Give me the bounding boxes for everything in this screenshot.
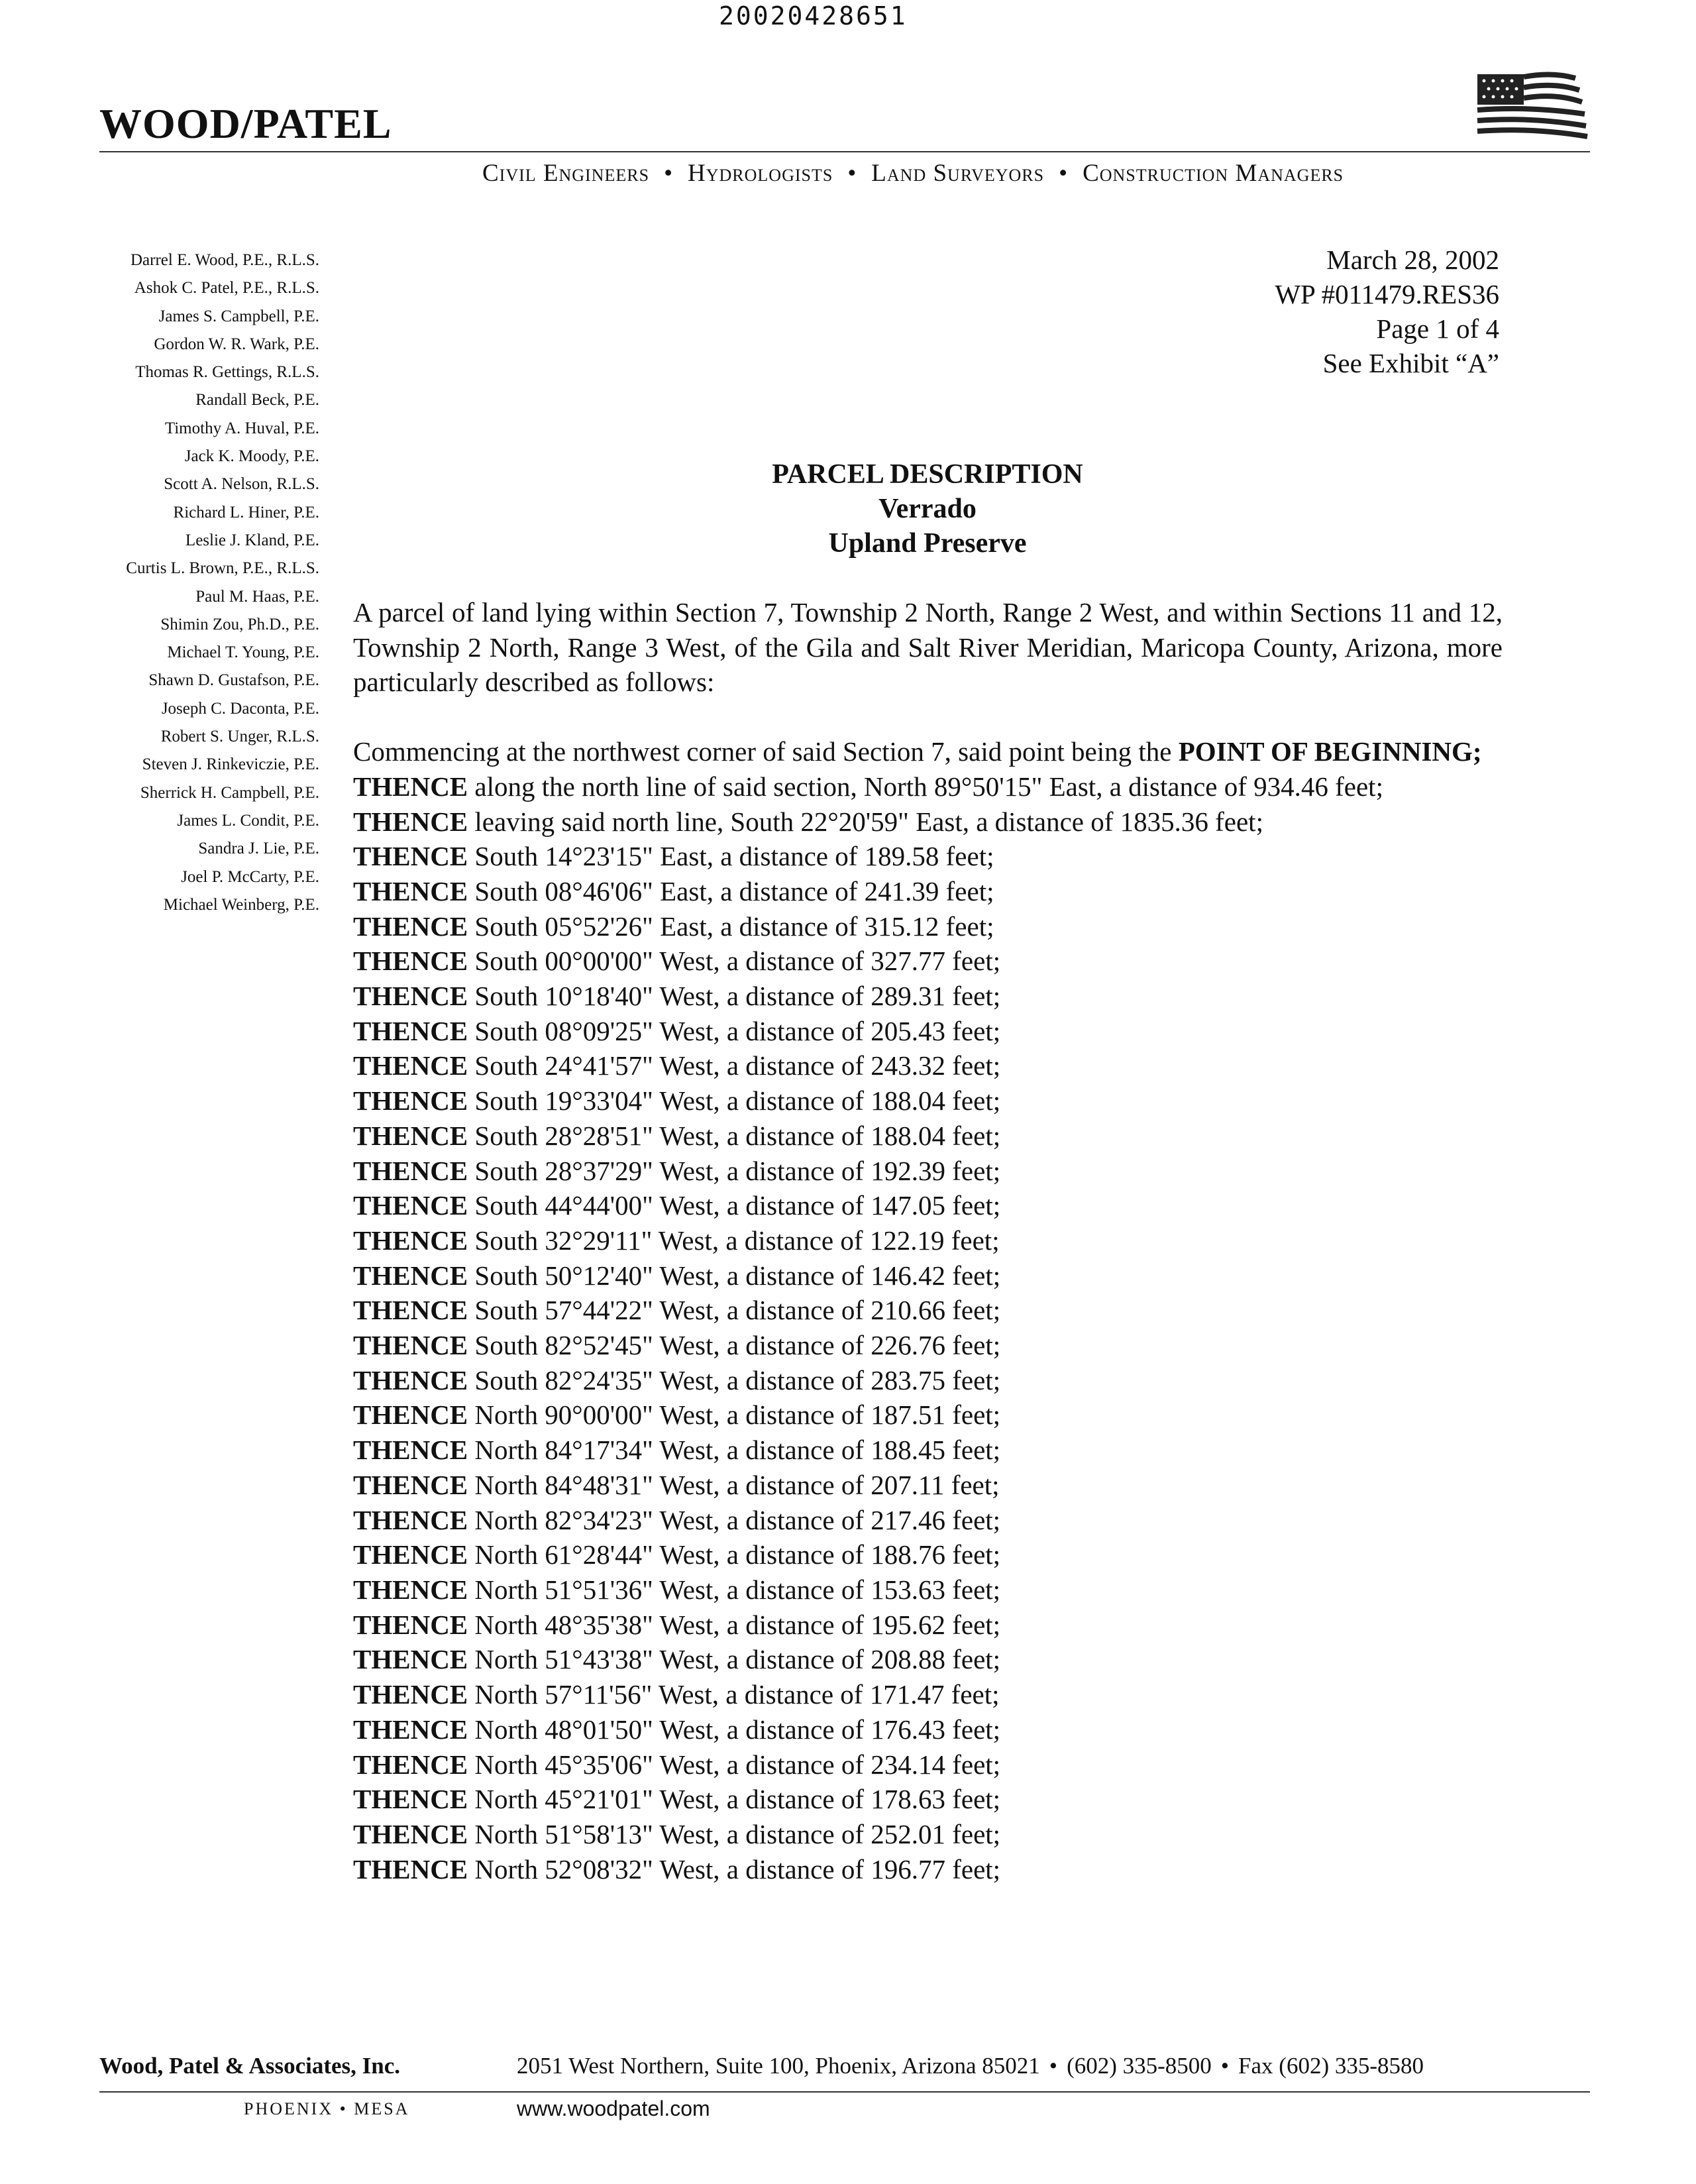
call-line: [353, 1677, 1503, 1712]
staff-member: Robert S. Unger, R.L.S.: [160, 728, 319, 746]
call-line: [353, 1119, 1503, 1154]
call-line: [353, 1328, 1503, 1363]
staff-member: Shimin Zou, Ph.D., P.E.: [160, 615, 319, 633]
staff-member: James S. Campbell, P.E.: [158, 307, 319, 325]
call-text: North 61°28'44" West, a distance of 188.76 feet;: [474, 1539, 1001, 1570]
thence-keyword: THENCE: [353, 1609, 468, 1640]
thence-keyword: THENCE: [353, 841, 468, 872]
call-line: [353, 1817, 1503, 1852]
call-text: South 28°37'29" West, a distance of 192.39 feet;: [474, 1155, 1001, 1186]
thence-keyword: THENCE: [353, 1784, 468, 1815]
call-text: South 28°28'51" West, a distance of 188.04 feet;: [474, 1120, 1001, 1151]
footer-rule: [99, 2091, 1590, 2093]
wp-number: WP #011479.RES36: [1275, 279, 1499, 309]
staff-member: Darrel E. Wood, P.E., R.L.S.: [130, 251, 319, 269]
staff-member: Leslie J. Kland, P.E.: [185, 531, 319, 549]
thence-keyword: THENCE: [353, 1679, 468, 1710]
call-line: [353, 1014, 1503, 1049]
call-text: North 51°58'13" West, a distance of 252.01 feet;: [474, 1818, 1001, 1849]
call-text: North 57°11'56" West, a distance of 171.47 feet;: [474, 1679, 1000, 1710]
point-of-beginning: POINT OF BEGINNING;: [1178, 736, 1482, 767]
call-text: North 45°35'06" West, a distance of 234.14 feet;: [474, 1749, 1001, 1780]
staff-member: Scott A. Nelson, R.L.S.: [164, 475, 319, 494]
staff-member: Steven J. Rinkeviczie, P.E.: [142, 755, 319, 774]
commencing-text: Commencing at the northwest corner of said Section 7, said point being the: [353, 736, 1179, 767]
staff-member: Joel P. McCarty, P.E.: [181, 867, 319, 886]
call-line: [353, 769, 1503, 804]
thence-keyword: THENCE: [353, 875, 468, 906]
call-text: South 14°23'15" East, a distance of 189.58 feet;: [474, 841, 994, 872]
call-line: [353, 909, 1503, 944]
thence-keyword: THENCE: [353, 1818, 468, 1849]
call-line: [353, 1083, 1503, 1119]
thence-keyword: THENCE: [353, 1260, 468, 1291]
call-text: South 00°00'00" West, a distance of 327.77 feet;: [474, 946, 1001, 977]
call-line: [353, 874, 1503, 909]
thence-keyword: THENCE: [353, 1364, 468, 1395]
call-text: North 48°01'50" West, a distance of 176.43 feet;: [474, 1714, 1001, 1745]
call-text: North 82°34'23" West, a distance of 217.46 feet;: [474, 1504, 1001, 1535]
staff-member: Gordon W. R. Wark, P.E.: [154, 335, 319, 353]
staff-member: Curtis L. Brown, P.E., R.L.S.: [126, 559, 319, 578]
call-line: [353, 1188, 1503, 1223]
header-rule: [99, 151, 1590, 152]
call-line: [353, 1782, 1503, 1817]
call-text: North 84°17'34" West, a distance of 188.45 feet;: [474, 1435, 1001, 1466]
call-text: North 45°21'01" West, a distance of 178.63 feet;: [474, 1784, 1001, 1815]
call-text: leaving said north line, South 22°20'59" East, a distance of 1835.36 feet;: [474, 806, 1263, 837]
commencing-paragraph: [353, 734, 1503, 769]
thence-keyword: THENCE: [353, 1469, 468, 1500]
thence-keyword: THENCE: [353, 1085, 468, 1117]
staff-member: Ashok C. Patel, P.E., R.L.S.: [134, 279, 319, 298]
staff-member: Sherrick H. Campbell, P.E.: [140, 783, 319, 802]
call-text: South 08°46'06" East, a distance of 241.39 feet;: [474, 875, 994, 906]
call-text: South 82°24'35" West, a distance of 283.75 feet;: [474, 1364, 1001, 1395]
tagline-item: Civil Engineers: [482, 160, 650, 187]
staff-member: Paul M. Haas, P.E.: [195, 587, 319, 606]
thence-keyword: THENCE: [353, 1399, 468, 1431]
subtitle-line: Verrado: [878, 494, 977, 524]
call-list: [353, 804, 1503, 1887]
tagline-item: Construction Managers: [1083, 160, 1344, 187]
thence-keyword: THENCE: [353, 946, 468, 977]
call-text: North 90°00'00" West, a distance of 187.51 feet;: [474, 1399, 1001, 1431]
title-line: PARCEL DESCRIPTION: [772, 459, 1083, 490]
call-line: [353, 1537, 1503, 1572]
staff-member: Michael T. Young, P.E.: [167, 643, 319, 662]
thence-keyword: THENCE: [353, 1050, 468, 1081]
footer-website[interactable]: www.woodpatel.com: [517, 2097, 710, 2120]
call-line: [353, 1712, 1503, 1747]
call-line: [353, 1154, 1503, 1189]
thence-keyword: THENCE: [353, 981, 468, 1012]
call-line: [353, 979, 1503, 1014]
thence-keyword: THENCE: [353, 1155, 468, 1186]
call-line: [353, 1397, 1503, 1433]
thence-keyword: THENCE: [353, 1714, 468, 1745]
intro-paragraph: A parcel of land lying within Section 7, Township 2 North, Range 2 West, and within Sections 11 and 12, Township 2 North, Range 3 West, of the Gila and Salt River Meridian, Maricopa County, Arizona, more particularly described as follows:: [353, 597, 1503, 698]
staff-member: Thomas R. Gettings, R.L.S.: [135, 363, 319, 382]
thence-keyword: THENCE: [353, 1015, 468, 1046]
call-text: South 82°52'45" West, a distance of 226.76 feet;: [474, 1330, 1001, 1361]
call-line: [353, 1572, 1503, 1608]
call-text: North 52°08'32" West, a distance of 196.77 feet;: [474, 1853, 1001, 1884]
call-line: [353, 1468, 1503, 1503]
call-text: North 84°48'31" West, a distance of 207.11 feet;: [474, 1469, 1000, 1500]
page-number: Page 1 of 4: [1376, 313, 1499, 344]
document-number: 20020428651: [719, 1, 908, 30]
footer-cities: PHOENIX • MESA: [244, 2099, 410, 2118]
call-text: South 24°41'57" West, a distance of 243.32 feet;: [474, 1050, 1001, 1081]
call-text: North 48°35'38" West, a distance of 195.62 feet;: [474, 1609, 1001, 1640]
call-text: South 50°12'40" West, a distance of 146.42 feet;: [474, 1260, 1001, 1291]
call-line: [353, 1048, 1503, 1083]
thence-keyword: THENCE: [353, 1853, 468, 1884]
thence-keyword: THENCE: [353, 1435, 468, 1466]
call-line: [353, 839, 1503, 874]
document-date: March 28, 2002: [1326, 245, 1499, 275]
flag-icon: [1476, 72, 1589, 140]
staff-member: Richard L. Hiner, P.E.: [173, 503, 319, 521]
staff-member: Timothy A. Huval, P.E.: [164, 419, 319, 437]
document-title: [662, 457, 1192, 561]
footer-fax: Fax (602) 335-8580: [1238, 2053, 1424, 2079]
call-line: [353, 1223, 1503, 1258]
call-line: [353, 1747, 1503, 1782]
thence-keyword: THENCE: [353, 1190, 468, 1221]
thence-keyword: THENCE: [353, 1330, 468, 1361]
company-logo: WOOD/PATEL: [99, 100, 392, 147]
parcel-description-body: [353, 595, 1503, 1886]
staff-member: Jack K. Moody, P.E.: [184, 447, 319, 466]
subtitle-line: Upland Preserve: [828, 528, 1027, 559]
thence-keyword: THENCE: [353, 1574, 468, 1605]
staff-list: [126, 246, 319, 919]
call-line: [353, 1258, 1503, 1293]
call-text: South 05°52'26" East, a distance of 315.12 feet;: [474, 910, 994, 942]
call-line: [353, 1503, 1503, 1538]
thence-keyword: THENCE: [353, 1120, 468, 1151]
call-text: South 44°44'00" West, a distance of 147.05 feet;: [474, 1190, 1001, 1221]
call-line: [353, 1852, 1503, 1887]
call-text: South 08°09'25" West, a distance of 205.43 feet;: [474, 1015, 1001, 1046]
staff-member: Shawn D. Gustafson, P.E.: [148, 671, 319, 690]
call-line: [353, 1293, 1503, 1328]
call-text: North 51°51'36" West, a distance of 153.63 feet;: [474, 1574, 1001, 1605]
call-line: [353, 1363, 1503, 1398]
call-line: [353, 944, 1503, 979]
thence-keyword: THENCE: [353, 1295, 468, 1326]
staff-member: Michael Weinberg, P.E.: [163, 895, 319, 914]
tagline-item: Land Surveyors: [871, 160, 1045, 187]
call-line: [353, 1433, 1503, 1468]
footer-contact: 2051 West Northern, Suite 100, Phoenix, Arizona 85021 • (602) 335-8500 • Fax (602) 335-8580: [517, 2053, 1424, 2079]
call-text: South 19°33'04" West, a distance of 188.04 feet;: [474, 1085, 1001, 1117]
footer-firm-name: Wood, Patel & Associates, Inc.: [99, 2053, 401, 2079]
tagline: Civil Engineers • Hydrologists • Land Surveyors • Construction Managers: [482, 160, 1344, 187]
footer-address: 2051 West Northern, Suite 100, Phoenix, Arizona 85021: [517, 2053, 1040, 2079]
staff-member: Sandra J. Lie, P.E.: [198, 840, 319, 858]
call-text: along the north line of said section, North 89°50'15" East, a distance of 934.46 feet;: [474, 771, 1383, 802]
call-text: South 57°44'22" West, a distance of 210.66 feet;: [474, 1295, 1001, 1326]
call-line: [353, 804, 1503, 840]
thence-keyword: THENCE: [353, 1504, 468, 1535]
staff-member: Randall Beck, P.E.: [195, 391, 319, 410]
thence-keyword: THENCE: [353, 806, 468, 837]
thence-keyword: THENCE: [353, 910, 468, 942]
thence-keyword: THENCE: [353, 1225, 468, 1256]
thence-keyword: THENCE: [353, 771, 468, 802]
staff-member: James L. Condit, P.E.: [177, 811, 319, 830]
staff-member: Joseph C. Daconta, P.E.: [161, 699, 319, 718]
call-line: [353, 1608, 1503, 1643]
footer-phone: (602) 335-8500: [1067, 2053, 1212, 2079]
call-line: [353, 1642, 1503, 1677]
document-meta: [1275, 243, 1499, 380]
call-text: North 51°43'38" West, a distance of 208.88 feet;: [474, 1644, 1001, 1675]
tagline-item: Hydrologists: [688, 160, 833, 187]
thence-keyword: THENCE: [353, 1539, 468, 1570]
thence-keyword: THENCE: [353, 1644, 468, 1675]
exhibit-reference: See Exhibit “A”: [1322, 348, 1499, 378]
call-text: South 32°29'11" West, a distance of 122.19 feet;: [474, 1225, 1000, 1256]
thence-keyword: THENCE: [353, 1749, 468, 1780]
call-text: South 10°18'40" West, a distance of 289.31 feet;: [474, 981, 1001, 1012]
